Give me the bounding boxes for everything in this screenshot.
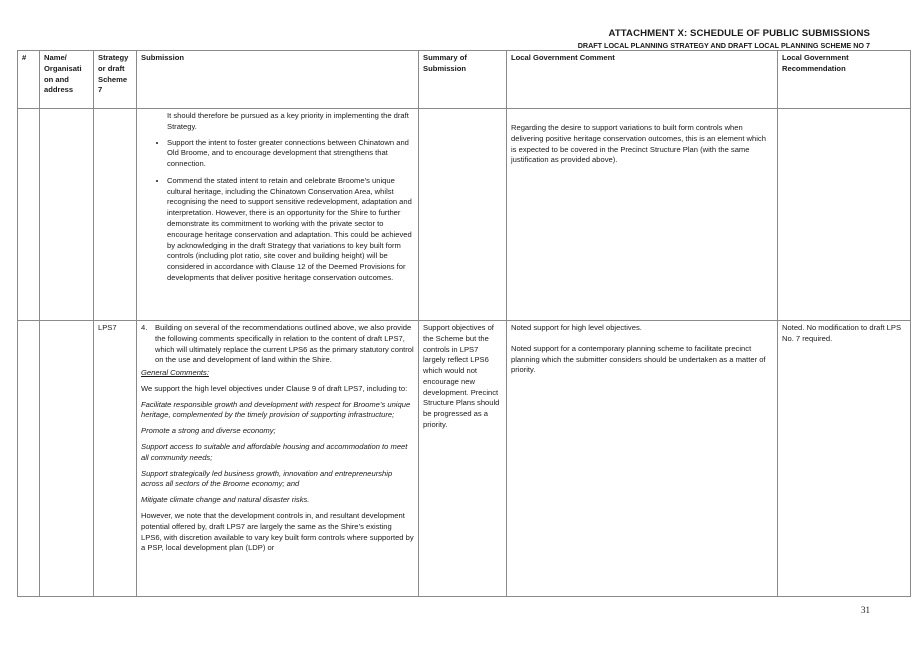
list-item: • Support the intent to foster greater connections between Chinatown and Old Broome, and to encourage development that strengthens that connection. xyxy=(167,138,414,170)
submission-bullet-list xyxy=(141,138,414,284)
table-row xyxy=(18,109,911,321)
objective-item: Mitigate climate change and natural disaster risks. xyxy=(141,495,310,505)
however-text: However, we note that the development controls in, and resultant development potential offered by, draft LPS7 are largely the same as the Shire’s existing LPS6, with discretion available to vary key built form controls where supported by a PSP, local development plan (LDP) or xyxy=(141,510,414,553)
col-header-comment: Local Government Comment xyxy=(507,51,778,109)
page-number: 31 xyxy=(861,605,870,615)
col-header-recommendation: Local Government Recommendation xyxy=(778,51,911,109)
cell-number xyxy=(18,321,40,597)
cell-name xyxy=(40,109,94,321)
comment-text: Noted support for high level objectives. xyxy=(511,323,642,332)
document-title: ATTACHMENT X: SCHEDULE OF PUBLIC SUBMISSIONS xyxy=(608,28,870,39)
submission-intro: It should therefore be pursued as a key priority in implementing the draft Strategy. xyxy=(167,111,409,131)
objective-item: Promote a strong and diverse economy; xyxy=(141,426,276,436)
col-header-summary: Summary of Submission xyxy=(419,51,507,109)
comment-text: Noted support for a contemporary planning scheme to facilitate precinct planning which the submitter considers should be undertaken as a matter of priority. xyxy=(511,343,766,375)
cell-recommendation: Noted. No modification to draft LPS No. 7 required. xyxy=(778,321,911,597)
submissions-table xyxy=(17,50,911,597)
col-header-strategy: Strategy or draft Scheme 7 xyxy=(94,51,137,109)
numbered-item xyxy=(141,323,414,366)
item-number: 4. xyxy=(141,323,148,332)
objective-item: Support strategically led business growth, innovation and entrepreneurship across all sectors of the Broome economy; and xyxy=(141,468,393,489)
cell-submission xyxy=(137,321,419,597)
cell-strategy xyxy=(94,109,137,321)
document-subtitle: DRAFT LOCAL PLANNING STRATEGY AND DRAFT LOCAL PLANNING SCHEME NO 7 xyxy=(577,41,870,50)
col-header-number: # xyxy=(18,51,40,109)
cell-comment xyxy=(507,109,778,321)
list-item: • Commend the stated intent to retain and celebrate Broome’s unique cultural heritage, including the Chinatown Conservation Area, whilst recognising the need to support sensitive redevelopment, adaptation and interpretation. However, there is an opportunity for the Shire to further demonstrate its commitment to working with the private sector to encourage heritage conservation and adaptation. This could be achieved by acknowledging in the draft Strategy that variations to key built form controls (including plot ratio, site cover and building height) will be considered in accordance with Clause 12 of the Deemed Provisions for developments that deliver positive heritage conservation outcomes. xyxy=(167,176,414,284)
cell-strategy: LPS7 xyxy=(94,321,137,597)
cell-name xyxy=(40,321,94,597)
cell-summary xyxy=(419,109,507,321)
table-row xyxy=(18,321,911,597)
objective-item: Support access to suitable and affordable housing and accommodation to meet all community needs; xyxy=(141,442,408,462)
cell-summary: Support objectives of the Scheme but the controls in LPS7 largely reflect LPS6 which would not encourage new development. Precinct Structure Plans should be progressed as a priority. xyxy=(419,321,507,597)
cell-recommendation xyxy=(778,109,911,321)
table-header-row xyxy=(18,51,911,109)
general-comments-heading: General Comments: xyxy=(141,368,209,378)
cell-number xyxy=(18,109,40,321)
col-header-submission: Submission xyxy=(137,51,419,109)
item-text: Building on several of the recommendations outlined above, we also provide the following comments specifically in relation to the content of draft LPS7, which will ultimately replace the current LPS6 as the primary statutory control on the use and development of land within the Shire. xyxy=(155,323,414,365)
objective-item: Facilitate responsible growth and development with respect for Broome’s unique heritage, complemented by the timely provision of supporting infrastructure; xyxy=(141,399,411,420)
cell-comment xyxy=(507,321,778,597)
cell-submission xyxy=(137,109,419,321)
comment-text: Regarding the desire to support variations to built form controls when delivering positive heritage conservation outcomes, this is an element which is expected to be covered in the Precinct Structure Plan (with the same justification as provided above). xyxy=(511,123,766,165)
support-text: We support the high level objectives under Clause 9 of draft LPS7, including to: xyxy=(141,383,408,393)
col-header-name: Name/ Organisati on and address xyxy=(40,51,94,109)
